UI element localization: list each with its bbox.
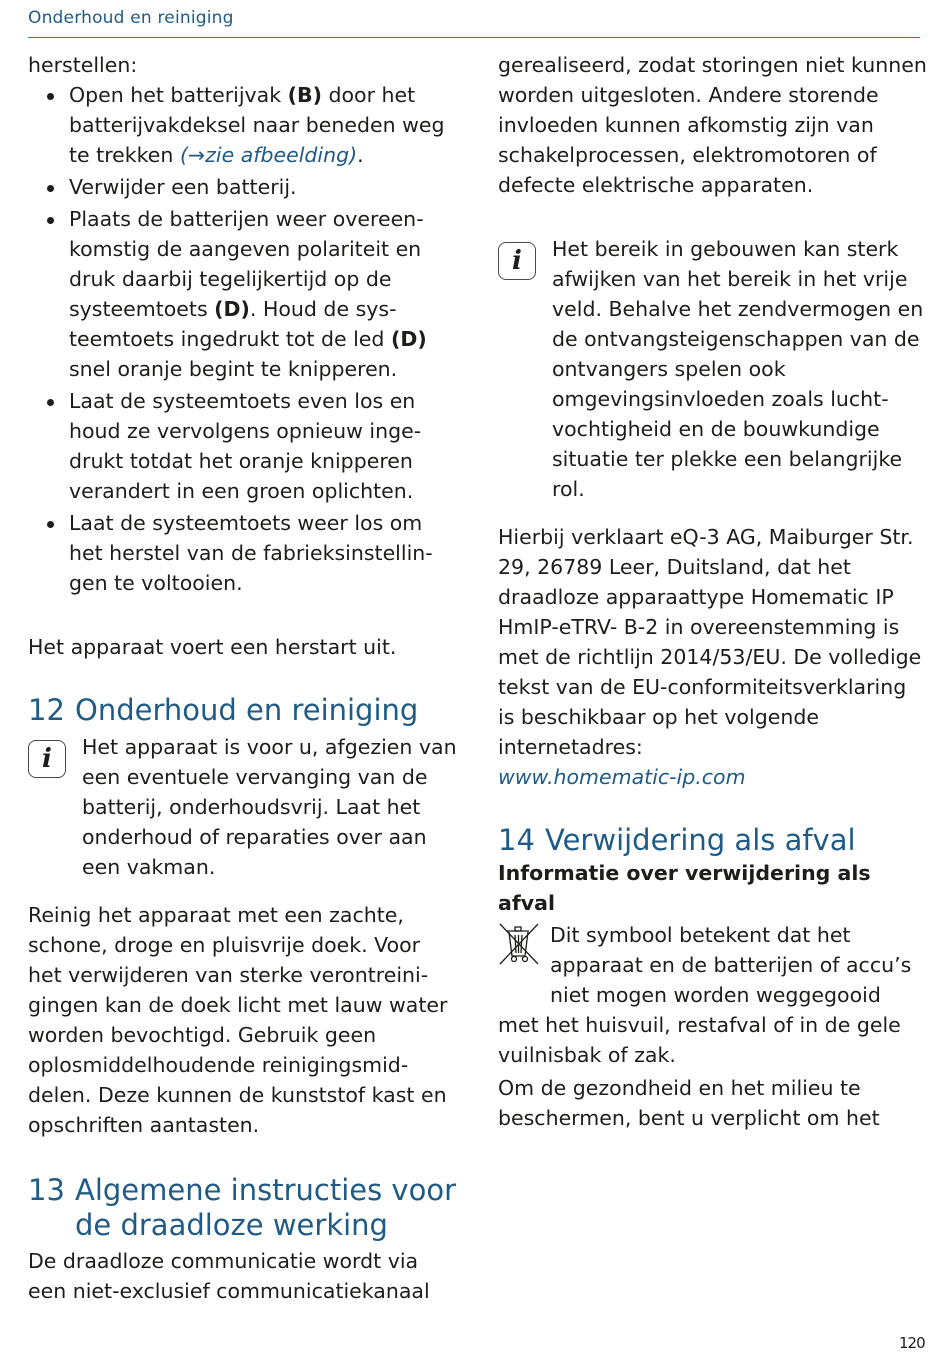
list-item: Laat de systeemtoets even los en houd ze vervolgens opnieuw ingedrukt totdat het oranje knipperen verandert in een groen oplichten. bbox=[28, 386, 458, 506]
running-header: Onderhoud en reiniging bbox=[28, 8, 234, 28]
right-column bbox=[498, 50, 928, 1133]
bullet-dot bbox=[47, 93, 54, 100]
disposal-subheading: Informatie over verwijdering als afval bbox=[498, 861, 871, 915]
reset-steps-list bbox=[28, 80, 458, 598]
list-item: Plaats de batterijen weer overeenkomstig de aangeven polariteit en druk daarbij tegelijkertijd op de systeemtoets (D). Houd de systeemtoets ingedrukt tot de led (D) snel oranje begint te knipperen. bbox=[28, 204, 458, 384]
intro-text: herstellen: bbox=[28, 53, 138, 77]
figure-reference: (→zie afbeelding) bbox=[179, 143, 358, 167]
page-number: 120 bbox=[899, 1334, 925, 1352]
website-link[interactable]: www.homematic-ip.com bbox=[498, 765, 746, 789]
list-item: Verwijder een batterij. bbox=[28, 172, 458, 202]
info-icon: i bbox=[28, 740, 66, 778]
cleaning-text: Reinig het apparaat met een zachte, schone, droge en pluisvrije doek. Voor het verwijderen van sterke verontreinigingen kan de doek licht met lauw water worden bevochtigd. Gebruik geen oplosmiddelhoudende reinigingsmiddelen. Deze kunnen de kunststof kast en opschriften aantasten. bbox=[28, 903, 448, 1137]
info-icon: i bbox=[498, 242, 536, 280]
note-text: Het bereik in gebouwen kan sterk afwijken van het bereik in het vrije veld. Behalve het zendvermogen en de ontvangsteigenschappen van de ontvangers spelen ook omgevingsinvloeden zoals luchtvochtigheid en de bouwkundige situatie ter plekke een belangrijke rol. bbox=[552, 237, 924, 501]
continuation-text: gerealiseerd, zodat storingen niet kunnen worden uitgesloten. Andere storende invloeden kunnen afkomstig zijn van schakelprocessen, elektromotoren of defecte elektrische apparaten. bbox=[498, 53, 927, 197]
weee-text-continued: met het huisvuil, restafval of in de gele vuilnisbak of zak. bbox=[498, 1013, 901, 1067]
header-rule bbox=[28, 37, 920, 38]
section-12-heading: 12 Onderhoud en reiniging bbox=[28, 693, 419, 727]
wireless-text: De draadloze communicatie wordt via een niet-exclusief communicatiekanaal bbox=[28, 1249, 430, 1303]
bullet-dot bbox=[47, 185, 54, 192]
bullet-dot bbox=[47, 521, 54, 528]
declaration-text: Hierbij verklaart eQ-3 AG, Maiburger Str. 29, 26789 Leer, Duitsland, dat het draadloze apparaattype Homematic IP HmIP-eTRV- B-2 in overeenstemming is met de richtlijn 2014/53/EU. De volledige tekst van de EU-conformiteitsverklaring is beschikbaar op het volgende internetadres: bbox=[498, 525, 922, 759]
restart-text: Het apparaat voert een herstart uit. bbox=[28, 635, 397, 659]
section-14-heading: 14 Verwijdering als afval bbox=[498, 823, 856, 857]
section-13-heading: 13 Algemene instructies voor de draadloze werking bbox=[28, 1173, 457, 1242]
list-item: Laat de systeemtoets weer los om het herstel van de fabrieksinstellingen te voltooien. bbox=[28, 508, 458, 598]
environment-text: Om de gezondheid en het milieu te beschermen, bent u verplicht om het bbox=[498, 1076, 880, 1130]
section-12-note bbox=[28, 732, 458, 882]
note-text: Het apparaat is voor u, afgezien van een eventuele vervanging van de batterij, onderhoudsvrij. Laat het onderhoud of reparaties over aan een vakman. bbox=[82, 735, 457, 879]
left-column bbox=[28, 50, 458, 1306]
bullet-dot bbox=[47, 217, 54, 224]
crossed-out-bin-icon bbox=[498, 922, 540, 966]
weee-text: Dit symbool betekent dat het apparaat en de batterijen of accu’s niet mogen worden weggegooid bbox=[550, 923, 912, 1007]
list-item: Open het batterijvak (B) door het batterijvakdeksel naar beneden weg te trekken (→zie afbeelding). bbox=[28, 80, 458, 170]
bullet-dot bbox=[47, 399, 54, 406]
range-note bbox=[498, 234, 928, 504]
weee-block bbox=[498, 920, 928, 1010]
